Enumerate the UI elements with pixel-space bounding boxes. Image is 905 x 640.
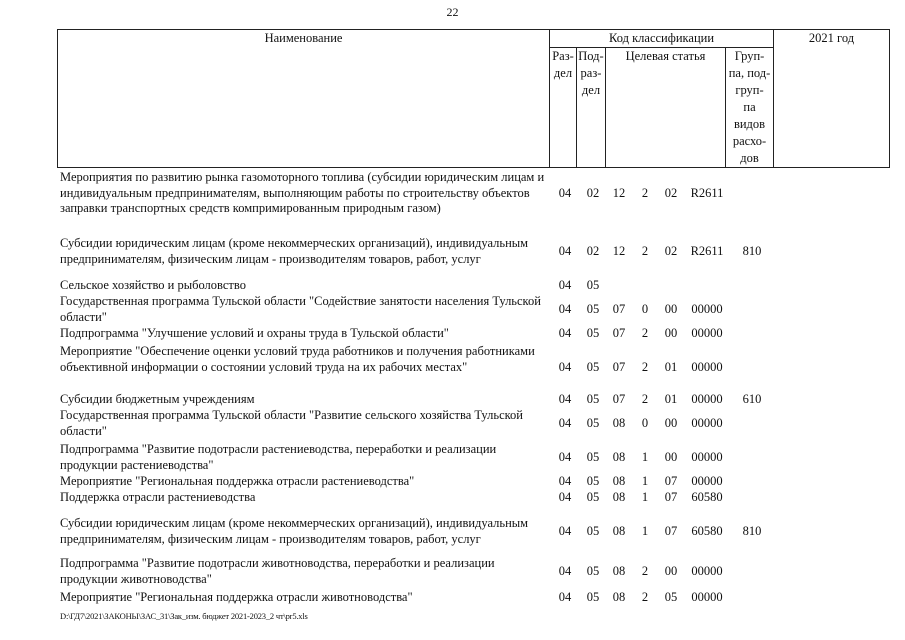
row-code-cs4: 00000 bbox=[691, 474, 723, 488]
row-code-cs4: R2611 bbox=[690, 244, 724, 258]
row-code-cs4: 00000 bbox=[691, 590, 723, 604]
row-code-cs1: 12 bbox=[612, 244, 626, 258]
row-code-cs4: 00000 bbox=[691, 360, 723, 374]
row-code-pr: 05 bbox=[586, 590, 600, 604]
row-code-cs3: 07 bbox=[664, 524, 678, 538]
row-code-cs3: 00 bbox=[664, 450, 678, 464]
row-code-cs1: 07 bbox=[612, 360, 626, 374]
row-code-pr: 05 bbox=[586, 474, 600, 488]
row-code-cs2: 0 bbox=[641, 302, 649, 316]
row-code-cs2: 2 bbox=[641, 392, 649, 406]
row-code-cs1: 07 bbox=[612, 392, 626, 406]
row-code-cs1: 08 bbox=[612, 450, 626, 464]
row-code-cs1: 12 bbox=[612, 186, 626, 200]
row-code-rz: 04 bbox=[558, 450, 572, 464]
row-name: Подпрограмма "Развитие подотрасли животноводства, переработки и реализации продукции животноводства" bbox=[60, 556, 495, 586]
row-code-pr: 05 bbox=[586, 490, 600, 504]
row-code-rz: 04 bbox=[558, 490, 572, 504]
row-code-rz: 04 bbox=[558, 524, 572, 538]
row-code-cs3: 07 bbox=[664, 474, 678, 488]
row-code-cs1: 08 bbox=[612, 490, 626, 504]
row-code-cs2: 2 bbox=[641, 186, 649, 200]
row-code-cs4: 00000 bbox=[691, 392, 723, 406]
row-code-cs1: 08 bbox=[612, 416, 626, 430]
row-code-pr: 05 bbox=[586, 302, 600, 316]
row-code-cs1: 08 bbox=[612, 524, 626, 538]
row-code-pr: 05 bbox=[586, 524, 600, 538]
row-name: Мероприятие "Обеспечение оценки условий труда работников и получения работниками объективной информации о состоянии условий труда на их рабочих местах" bbox=[60, 344, 535, 374]
header-name: Наименование bbox=[58, 30, 550, 168]
row-code-cs3: 05 bbox=[664, 590, 678, 604]
row-code-cs3: 00 bbox=[664, 564, 678, 578]
row-code-cs1: 08 bbox=[612, 564, 626, 578]
header-year: 2021 год bbox=[774, 30, 890, 168]
row-code-cs3: 07 bbox=[664, 490, 678, 504]
row-code-rz: 04 bbox=[558, 244, 572, 258]
row-code-rz: 04 bbox=[558, 564, 572, 578]
row-code-cs3: 01 bbox=[664, 360, 678, 374]
row-code-pr: 05 bbox=[586, 360, 600, 374]
row-code-cs2: 2 bbox=[641, 244, 649, 258]
row-code-cs3: 00 bbox=[664, 326, 678, 340]
row-code-cs3: 00 bbox=[664, 302, 678, 316]
row-name: Государственная программа Тульской области "Развитие сельского хозяйства Тульской области" bbox=[60, 408, 523, 438]
row-code-pr: 05 bbox=[586, 416, 600, 430]
row-name: Мероприятия по развитию рынка газомоторного топлива (субсидии юридическим лицам и индивидуальным предпринимателям, выполняющим работы по строительству объектов заправки транспортных средств компримированным природным газом) bbox=[60, 170, 545, 215]
header-podrazdel: Под- раз- дел bbox=[577, 48, 606, 168]
row-code-rz: 04 bbox=[558, 590, 572, 604]
row-name: Государственная программа Тульской области "Содействие занятости населения Тульской области" bbox=[60, 294, 541, 324]
header-razdel: Раз- дел bbox=[550, 48, 577, 168]
table-header bbox=[57, 29, 890, 168]
row-code-cs1: 07 bbox=[612, 326, 626, 340]
row-code-rz: 04 bbox=[558, 416, 572, 430]
row-code-cs1: 08 bbox=[612, 590, 626, 604]
row-code-rz: 04 bbox=[558, 278, 572, 292]
row-code-cs1: 07 bbox=[612, 302, 626, 316]
row-code-cs3: 01 bbox=[664, 392, 678, 406]
header-target: Целевая статья bbox=[606, 48, 726, 168]
row-code-cs2: 1 bbox=[641, 490, 649, 504]
row-name: Субсидии бюджетным учреждениям bbox=[60, 392, 255, 406]
row-code-rz: 04 bbox=[558, 326, 572, 340]
row-code-cs2: 2 bbox=[641, 326, 649, 340]
row-name: Сельское хозяйство и рыболовство bbox=[60, 278, 246, 292]
row-code-cs2: 2 bbox=[641, 590, 649, 604]
row-name: Подпрограмма "Развитие подотрасли растениеводства, переработки и реализации продукции растениеводства" bbox=[60, 442, 497, 472]
row-code-rz: 04 bbox=[558, 186, 572, 200]
row-code-cs2: 0 bbox=[641, 416, 649, 430]
row-code-pr: 02 bbox=[586, 186, 600, 200]
row-code-cs2: 2 bbox=[641, 360, 649, 374]
row-code-pr: 05 bbox=[586, 450, 600, 464]
row-code-pr: 02 bbox=[586, 244, 600, 258]
header-group: Груп- па, под- груп- па видов расхо- дов bbox=[726, 48, 774, 168]
footer-path: D:\ГД7\2021\ЗАКОНЫ\ЗАС_31\Зак_изм. бюджет 2021-2023_2 чт\pr5.xls bbox=[60, 611, 308, 621]
row-name: Мероприятие "Региональная поддержка отрасли животноводства" bbox=[60, 590, 413, 604]
row-code-rz: 04 bbox=[558, 302, 572, 316]
row-code-cs4: 00000 bbox=[691, 326, 723, 340]
row-code-cs4: 60580 bbox=[691, 524, 723, 538]
row-code-cs4: R2611 bbox=[690, 186, 724, 200]
row-name: Поддержка отрасли растениеводства bbox=[60, 490, 256, 504]
row-code-cs4: 00000 bbox=[691, 564, 723, 578]
row-code-cs4: 00000 bbox=[691, 302, 723, 316]
row-name: Субсидии юридическим лицам (кроме некоммерческих организаций), индивидуальным предпринимателям, физическим лицам - производителям товаров, работ, услуг bbox=[60, 236, 529, 266]
row-code-vr: 610 bbox=[742, 392, 762, 406]
row-code-cs4: 60580 bbox=[691, 490, 723, 504]
row-code-cs2: 1 bbox=[641, 524, 649, 538]
row-code-vr: 810 bbox=[742, 244, 762, 258]
row-code-vr: 810 bbox=[742, 524, 762, 538]
row-code-cs2: 2 bbox=[641, 564, 649, 578]
row-code-cs1: 08 bbox=[612, 474, 626, 488]
row-code-pr: 05 bbox=[586, 326, 600, 340]
row-code-cs4: 00000 bbox=[691, 416, 723, 430]
row-code-cs3: 02 bbox=[664, 244, 678, 258]
row-code-cs3: 02 bbox=[664, 186, 678, 200]
row-name: Подпрограмма "Улучшение условий и охраны труда в Тульской области" bbox=[60, 326, 449, 340]
row-code-cs2: 1 bbox=[641, 450, 649, 464]
row-code-rz: 04 bbox=[558, 474, 572, 488]
row-code-pr: 05 bbox=[586, 392, 600, 406]
row-code-pr: 05 bbox=[586, 278, 600, 292]
page-number: 22 bbox=[446, 5, 459, 19]
header-code: Код классификации bbox=[550, 30, 774, 48]
row-code-cs3: 00 bbox=[664, 416, 678, 430]
row-code-cs4: 00000 bbox=[691, 450, 723, 464]
row-code-pr: 05 bbox=[586, 564, 600, 578]
row-code-rz: 04 bbox=[558, 360, 572, 374]
row-code-cs2: 1 bbox=[641, 474, 649, 488]
row-name: Мероприятие "Региональная поддержка отрасли растениеводства" bbox=[60, 474, 415, 488]
row-code-rz: 04 bbox=[558, 392, 572, 406]
row-name: Субсидии юридическим лицам (кроме некоммерческих организаций), индивидуальным предпринимателям, физическим лицам - производителям товаров, работ, услуг bbox=[60, 516, 529, 546]
